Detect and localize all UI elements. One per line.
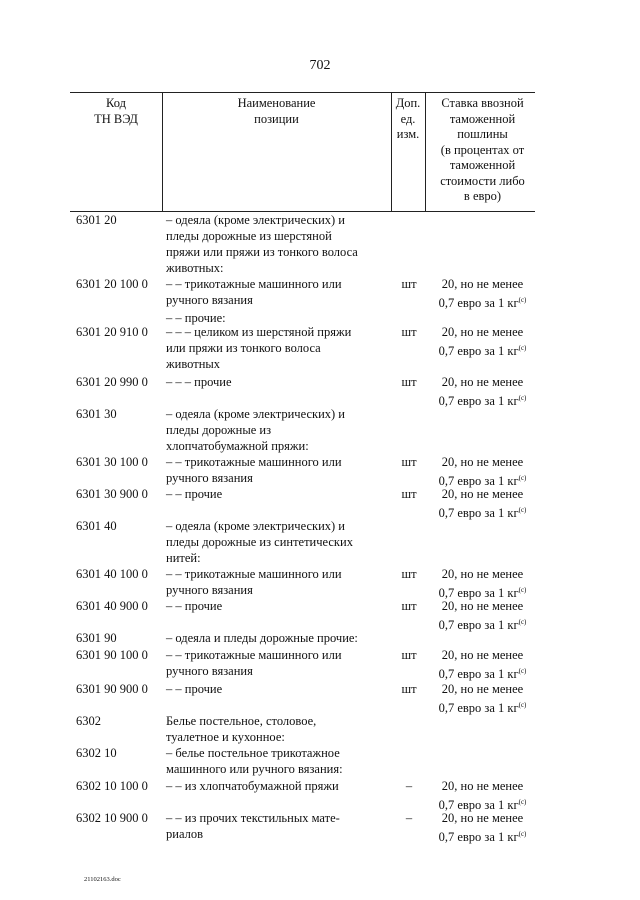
- row-name: – – трикотажные машинного или ручного вязания: [166, 567, 342, 597]
- rate-line: 20, но не менее: [441, 455, 524, 469]
- rate-line: 20, но не менее: [441, 487, 524, 501]
- row-unit: –: [405, 811, 413, 825]
- row-rate: [425, 778, 540, 813]
- rate-line: [425, 826, 540, 845]
- row-name: – – трикотажные машинного или ручного вязания: [166, 648, 342, 678]
- rate-line: [425, 663, 540, 682]
- row-code: 6301 20 990 0: [76, 375, 148, 389]
- row-name: – одеяла (кроме электрических) и пледы дорожные из хлопчатобумажной пряжи:: [166, 407, 345, 453]
- rate-footnote-mark: (с): [518, 618, 527, 626]
- rate-text: 0,7 евро за 1 кг: [438, 798, 519, 812]
- row-code: 6301 30 100 0: [76, 455, 148, 469]
- row-code: 6302 10 100 0: [76, 779, 148, 793]
- rate-footnote-mark: (с): [518, 344, 527, 352]
- rate-line: 20, но не менее: [441, 811, 524, 825]
- row-rate: [425, 566, 540, 601]
- row-name: – – – целиком из шерстяной пряжи или пряжи из тонкого волоса животных: [166, 325, 352, 371]
- row-name: – – из хлопчатобумажной пряжи: [166, 779, 339, 793]
- row-code: 6301 20 100 0: [76, 277, 148, 291]
- row-rate: [425, 647, 540, 682]
- row-rate: [425, 324, 540, 359]
- row-name: – – прочие: [166, 487, 223, 501]
- rate-text: 0,7 евро за 1 кг: [438, 474, 519, 488]
- header-unit: Доп. ед. изм.: [395, 96, 421, 141]
- rate-text: 0,7 евро за 1 кг: [438, 618, 519, 632]
- row-unit: шт: [401, 648, 417, 662]
- row-name: – – из прочих текстильных мате- риалов: [166, 811, 340, 841]
- rate-text: 0,7 евро за 1 кг: [438, 344, 519, 358]
- row-code: 6302: [76, 714, 101, 728]
- row-code: 6301 20: [76, 213, 117, 227]
- rate-text: 0,7 евро за 1 кг: [438, 830, 519, 844]
- row-unit: –: [405, 779, 413, 793]
- header-code: Код ТН ВЭД: [94, 96, 138, 126]
- rate-line: 20, но не менее: [441, 375, 524, 389]
- row-rate: [425, 681, 540, 716]
- row-code: 6301 90 900 0: [76, 682, 148, 696]
- rate-footnote-mark: (с): [518, 506, 527, 514]
- row-unit: шт: [401, 277, 417, 291]
- row-rate: [425, 276, 540, 311]
- row-rate: [425, 454, 540, 489]
- row-name: – белье постельное трикотажное машинного или ручного вязания:: [166, 746, 343, 776]
- rate-line: [425, 340, 540, 359]
- row-code: 6302 10 900 0: [76, 811, 148, 825]
- rate-line: 20, но не менее: [441, 682, 524, 696]
- row-code: 6301 90 100 0: [76, 648, 148, 662]
- rate-footnote-mark: (с): [518, 474, 527, 482]
- row-unit: шт: [401, 567, 417, 581]
- rate-line: 20, но не менее: [441, 648, 524, 662]
- row-unit: шт: [401, 487, 417, 501]
- rate-footnote-mark: (с): [518, 296, 527, 304]
- row-code: 6301 20 910 0: [76, 325, 148, 339]
- rate-text: 0,7 евро за 1 кг: [438, 701, 519, 715]
- row-name: – одеяла и пледы дорожные прочие:: [166, 631, 358, 645]
- row-name: – – прочие: [166, 682, 223, 696]
- rate-footnote-mark: (с): [518, 586, 527, 594]
- row-unit: шт: [401, 599, 417, 613]
- header-rate: Ставка ввозной таможенной пошлины (в процентах от таможенной стоимости либо в евро): [440, 96, 525, 203]
- row-name: Белье постельное, столовое, туалетное и кухонное:: [166, 714, 317, 744]
- row-code: 6301 40 100 0: [76, 567, 148, 581]
- rate-text: 0,7 евро за 1 кг: [438, 506, 519, 520]
- row-name: – одеяла (кроме электрических) и пледы дорожные из шерстяной пряжи или пряжи из тонкого волоса животных:: [166, 213, 358, 275]
- rate-line: [425, 697, 540, 716]
- header-name: Наименование позиции: [237, 96, 316, 126]
- row-unit: шт: [401, 375, 417, 389]
- rate-line: [425, 502, 540, 521]
- rate-footnote-mark: (с): [518, 701, 527, 709]
- row-code: 6301 30: [76, 407, 117, 421]
- row-unit: шт: [401, 455, 417, 469]
- footer-filename: 21102163.doc: [84, 876, 121, 883]
- rate-text: 0,7 евро за 1 кг: [438, 394, 519, 408]
- rate-text: 0,7 евро за 1 кг: [438, 296, 519, 310]
- rate-footnote-mark: (с): [518, 830, 527, 838]
- rate-line: 20, но не менее: [441, 567, 524, 581]
- row-unit: шт: [401, 325, 417, 339]
- rate-line: [425, 390, 540, 409]
- rate-line: 20, но не менее: [441, 779, 524, 793]
- row-rate: [425, 810, 540, 845]
- rate-footnote-mark: (с): [518, 798, 527, 806]
- row-code: 6301 90: [76, 631, 117, 645]
- row-name: – – прочие:: [166, 311, 226, 325]
- row-rate: [425, 598, 540, 633]
- row-name: – одеяла (кроме электрических) и пледы дорожные из синтетических нитей:: [166, 519, 353, 565]
- row-name: – – – прочие: [166, 375, 232, 389]
- row-name: – – прочие: [166, 599, 223, 613]
- rate-line: [425, 292, 540, 311]
- rate-line: 20, но не менее: [441, 599, 524, 613]
- row-code: 6301 30 900 0: [76, 487, 148, 501]
- row-rate: [425, 486, 540, 521]
- row-code: 6301 40 900 0: [76, 599, 148, 613]
- rate-footnote-mark: (с): [518, 667, 527, 675]
- row-name: – – трикотажные машинного или ручного вязания: [166, 277, 342, 307]
- row-code: 6302 10: [76, 746, 117, 760]
- rate-line: 20, но не менее: [441, 325, 524, 339]
- rate-text: 0,7 евро за 1 кг: [438, 586, 519, 600]
- row-rate: [425, 374, 540, 409]
- row-name: – – трикотажные машинного или ручного вязания: [166, 455, 342, 485]
- row-unit: шт: [401, 682, 417, 696]
- rate-line: 20, но не менее: [441, 277, 524, 291]
- rate-line: [425, 614, 540, 633]
- row-code: 6301 40: [76, 519, 117, 533]
- page-number: 702: [309, 58, 331, 73]
- rate-text: 0,7 евро за 1 кг: [438, 667, 519, 681]
- rate-footnote-mark: (с): [518, 394, 527, 402]
